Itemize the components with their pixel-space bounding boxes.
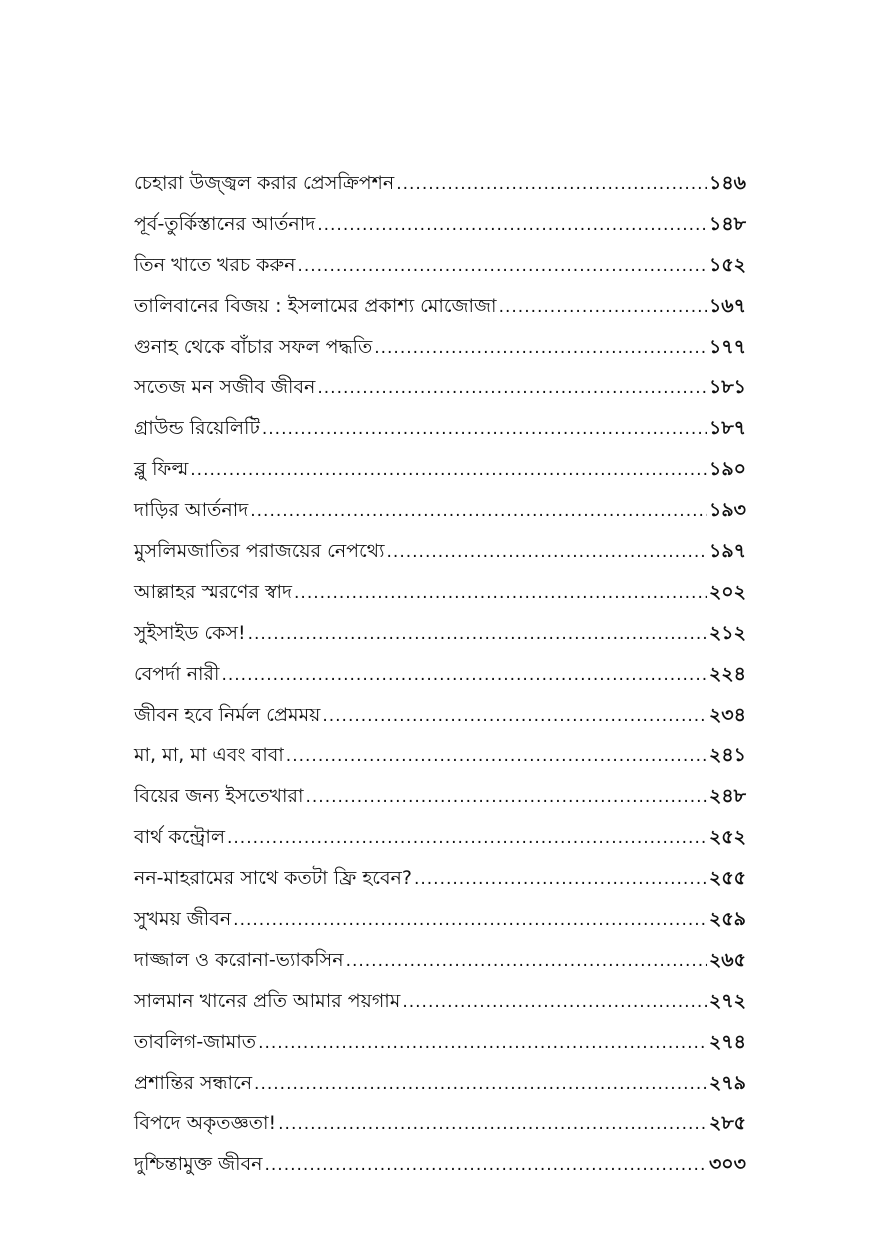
dot-leader xyxy=(278,1104,707,1145)
toc-entry-title: বিয়ের জন্য ইসতেখারা xyxy=(134,785,304,808)
toc-entry-title: দাড়ির আর্তনাদ xyxy=(134,499,249,522)
toc-entry-title: সালমান খানের প্রতি আমার পয়গাম xyxy=(134,989,401,1012)
toc-entry xyxy=(134,204,746,245)
toc-entry xyxy=(134,1144,746,1185)
toc-entry xyxy=(134,163,746,204)
toc-entry-title: বেপর্দা নারী xyxy=(134,662,220,685)
toc-entry-title: দাজ্জাল ও করোনা-ভ্যাকসিন xyxy=(134,948,344,971)
toc-entry-page: ২৭২ xyxy=(708,989,746,1012)
toc-entry xyxy=(134,940,746,981)
toc-entry-title: বার্থ কন্ট্রোল xyxy=(134,826,225,849)
toc-entry xyxy=(134,367,746,408)
dot-leader xyxy=(317,205,707,246)
toc-entry-title: ব্লু ফিল্ম xyxy=(134,458,189,481)
toc-entry-title: সুইসাইড কেস! xyxy=(134,621,246,644)
toc-entry-page: ২৪৮ xyxy=(708,785,746,808)
toc-entry xyxy=(134,981,746,1022)
toc-entry xyxy=(134,817,746,858)
dot-leader xyxy=(317,368,707,409)
toc-entry-title: বিপদে অকৃতজ্ঞতা! xyxy=(134,1112,277,1135)
toc-entry-page: ১৭৭ xyxy=(708,335,746,358)
dot-leader xyxy=(286,736,707,777)
dot-leader xyxy=(387,532,707,573)
toc-entry xyxy=(134,899,746,940)
toc-entry-title: আল্লাহর স্মরণের স্বাদ xyxy=(134,580,293,603)
toc-entry-title: তিন খাতে খরচ করুন xyxy=(134,253,296,276)
dot-leader xyxy=(248,614,707,655)
toc-entry-title: মা, মা, মা এবং বাবা xyxy=(134,744,284,767)
dot-leader xyxy=(306,777,707,818)
toc-entry-title: প্রশান্তির সন্ধানে xyxy=(134,1071,253,1094)
dot-leader xyxy=(322,696,707,737)
toc-entry xyxy=(134,449,746,490)
dot-leader xyxy=(346,941,707,982)
toc-entry-title: গুনাহ থেকে বাঁচার সফল পদ্ধতি xyxy=(134,335,373,358)
toc-entry-page: ২৮৫ xyxy=(708,1112,746,1135)
toc-entry-title: তালিবানের বিজয় : ইসলামের প্রকাশ্য মোজোজা xyxy=(134,294,497,317)
toc-entry-page: ১৮১ xyxy=(709,376,746,399)
dot-leader xyxy=(265,1145,707,1186)
dot-leader xyxy=(499,287,707,328)
toc-entry-page: ২৩৪ xyxy=(708,703,746,726)
toc-entry-title: চেহারা উজ্জ্বল করার প্রেসক্রিপশন xyxy=(134,172,395,194)
dot-leader xyxy=(396,164,707,205)
toc-entry-title: সুখময় জীবন xyxy=(134,908,232,931)
toc-entry-title: গ্রাউন্ড রিয়েলিটি xyxy=(134,417,260,440)
dot-leader xyxy=(227,818,707,859)
toc-entry-title: জীবন হবে নির্মল প্রেমময় xyxy=(134,703,321,726)
toc-entry xyxy=(134,613,746,654)
toc-entry-page: ২৫৫ xyxy=(708,867,746,890)
dot-leader xyxy=(254,1064,707,1105)
toc-entry xyxy=(134,245,746,286)
toc-entry xyxy=(134,1063,746,1104)
toc-entry xyxy=(134,408,746,449)
toc-entry-page: ২৭৪ xyxy=(708,1030,746,1053)
toc-entry-page: ১৪৮ xyxy=(709,212,746,235)
toc-entry xyxy=(134,1022,746,1063)
toc-entry-page: ১৯৭ xyxy=(708,540,746,563)
toc-entry xyxy=(134,490,746,531)
toc-entry-page: ২১২ xyxy=(708,621,746,644)
toc-entry-page: ২৭৯ xyxy=(708,1071,746,1094)
toc-entry-page: ২৬৫ xyxy=(708,948,746,971)
toc-entry-title: দুশ্চিন্তামুক্ত জীবন xyxy=(134,1153,263,1176)
toc-entry-page: ২০২ xyxy=(708,580,746,603)
dot-leader xyxy=(262,409,707,450)
toc-entry-title: নন-মাহরামের সাথে কতটা ফ্রি হবেন? xyxy=(134,867,412,890)
toc-entry xyxy=(134,858,746,899)
dot-leader xyxy=(258,1023,707,1064)
dot-leader xyxy=(250,491,707,532)
toc-entry-title: মুসলিমজাতির পরাজয়ের নেপথ্যে xyxy=(134,540,385,563)
toc-entry xyxy=(134,572,746,613)
table-of-contents xyxy=(134,163,746,1185)
toc-entry xyxy=(134,286,746,327)
toc-entry-title: সতেজ মন সজীব জীবন xyxy=(134,376,316,399)
dot-leader xyxy=(374,328,707,369)
dot-leader xyxy=(414,859,707,900)
dot-leader xyxy=(297,246,707,287)
toc-entry xyxy=(134,1103,746,1144)
toc-entry xyxy=(134,776,746,817)
toc-entry-page: ১৯০ xyxy=(708,458,746,481)
toc-entry-page: ১৯৩ xyxy=(708,499,746,522)
dot-leader xyxy=(190,450,707,491)
toc-entry xyxy=(134,735,746,776)
toc-entry xyxy=(134,654,746,695)
toc-entry-page: ১৫২ xyxy=(708,253,746,276)
toc-entry xyxy=(134,327,746,368)
toc-entry-title: পূর্ব-তুর্কিস্তানের আর্তনাদ xyxy=(134,212,316,235)
toc-entry-page: ৩০৩ xyxy=(708,1153,746,1176)
dot-leader xyxy=(221,655,707,696)
toc-entry-page: ১৬৭ xyxy=(708,294,746,317)
toc-entry-page: ২৫৯ xyxy=(708,908,746,931)
toc-entry xyxy=(134,695,746,736)
toc-entry xyxy=(134,531,746,572)
toc-entry-page: ১৪৬ xyxy=(708,172,746,194)
dot-leader xyxy=(294,573,707,614)
toc-entry-page: ২৪১ xyxy=(708,744,746,767)
toc-entry-page: ১৮৭ xyxy=(708,417,746,440)
toc-entry-page: ২৫২ xyxy=(708,826,746,849)
toc-entry-title: তাবলিগ-জামাত xyxy=(134,1030,257,1053)
toc-entry-page: ২২৪ xyxy=(708,662,746,685)
dot-leader xyxy=(233,900,707,941)
dot-leader xyxy=(402,982,707,1023)
